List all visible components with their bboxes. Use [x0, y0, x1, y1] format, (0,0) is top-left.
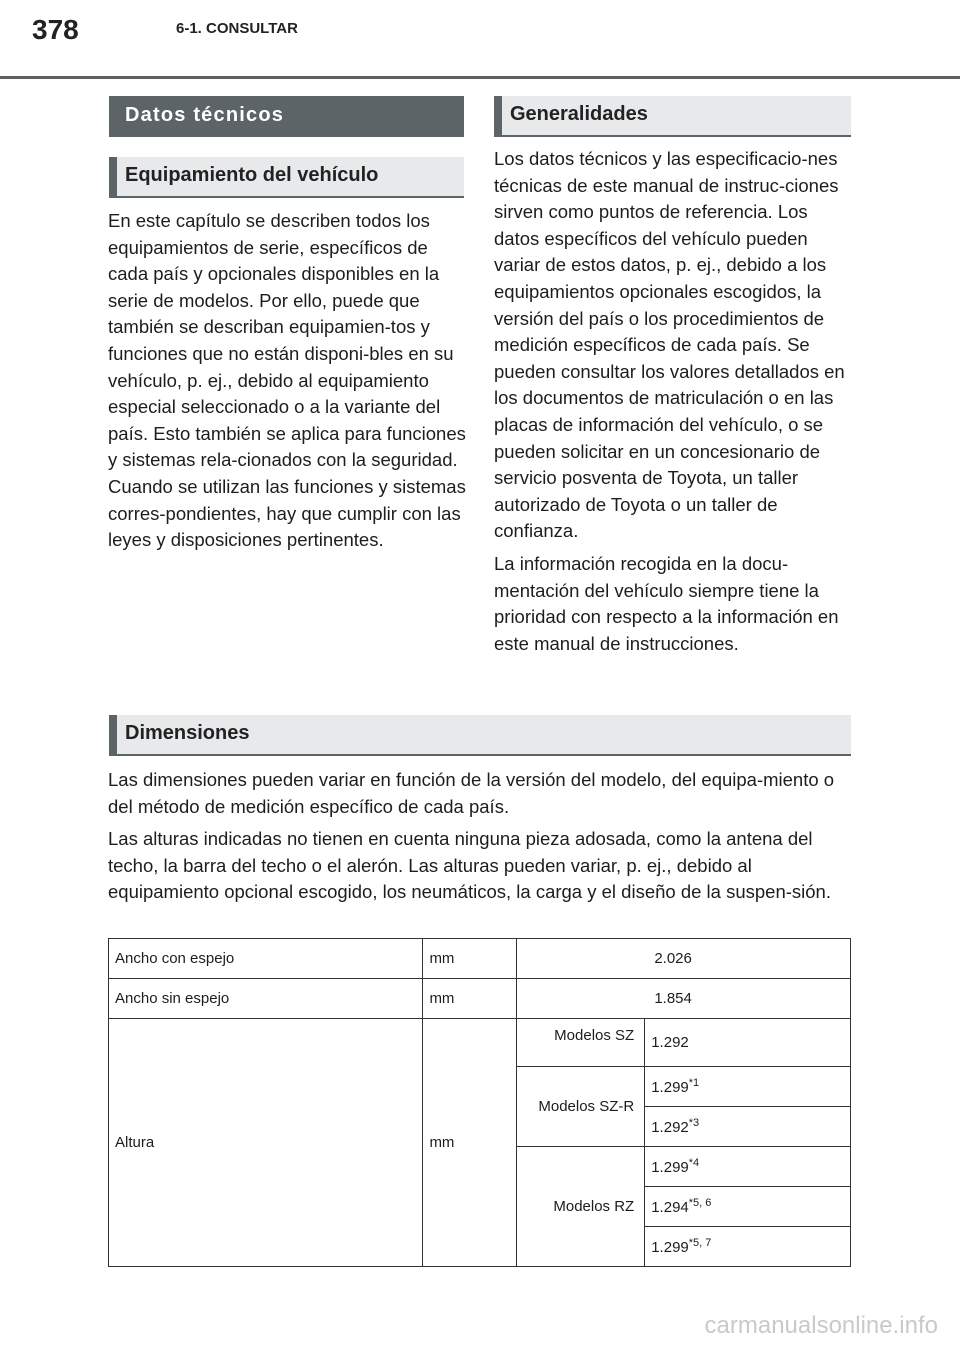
value-text: 1.299 [651, 1079, 689, 1096]
page-section-title: Datos técnicos [109, 96, 464, 137]
page-number: 378 [32, 14, 79, 45]
table-cell-value [645, 1067, 851, 1107]
table-cell-value [645, 1107, 851, 1147]
table-cell-model-sz: Modelos SZ [517, 1019, 645, 1067]
table-row [109, 939, 851, 979]
table-cell-label: Ancho sin espejo [109, 979, 423, 1019]
footnote-ref: *4 [688, 1157, 700, 1169]
table-cell-value: 2.026 [517, 939, 851, 979]
table-row [109, 979, 851, 1019]
value-text: 1.299 [651, 1159, 689, 1176]
table-cell-value [645, 1187, 851, 1227]
table-cell-value [645, 1147, 851, 1187]
dimensions-table [108, 938, 851, 1267]
value-text: 1.299 [651, 1239, 689, 1256]
chapter-title: 6-1. CONSULTAR [176, 20, 298, 37]
table-cell-unit: mm [423, 979, 517, 1019]
table-cell-model-szr: Modelos SZ-R [517, 1067, 645, 1147]
value-text: 1.294 [651, 1199, 689, 1216]
dimensiones-text [108, 767, 853, 912]
table-cell-model-rz: Modelos RZ [517, 1147, 645, 1267]
equipamiento-text [108, 208, 468, 554]
generalidades-paragraph-1: Los datos técnicos y las especificacio-nes técnicas de este manual de instruc-ciones sirven como puntos de referencia. Los datos específicos del vehículo pueden variar de estos datos, p. ej., debido a los equipamientos opcionales escogidos, la versión del país o los procedimientos de medición específicos de cada país. Se pueden consultar los valores detallados en los documentos de matriculación o en las placas de información del vehículo, o se pueden solicitar en un concesionario de servicio posventa de Toyota, un taller autorizado de Toyota o un taller de confianza. [494, 148, 845, 542]
generalidades-text [494, 146, 851, 657]
table-row [109, 1019, 851, 1067]
value-text: 1.292 [651, 1119, 689, 1136]
dimensiones-paragraph-2: Las alturas indicadas no tienen en cuenta ninguna pieza adosada, como la antena del techo, la barra del techo o el alerón. Las alturas pueden variar, p. ej., debido al equipamiento opcional escogido, los neumáticos, la carga y el diseño de la suspen-sión. [108, 828, 831, 903]
footnote-ref: *3 [688, 1117, 700, 1129]
section-heading-dimensiones: Dimensiones [109, 715, 851, 756]
generalidades-paragraph-2: La información recogida en la docu-mentación del vehículo siempre tiene la prioridad con respecto a la información en este manual de instrucciones. [494, 552, 839, 654]
table-cell-unit-altura: mm [423, 1019, 517, 1267]
table-cell-value: 1.292 [645, 1019, 851, 1067]
footnote-ref: *5, 7 [688, 1237, 712, 1249]
footnote-ref: *1 [688, 1077, 700, 1089]
footnote-ref: *5, 6 [688, 1197, 712, 1209]
section-heading-generalidades: Generalidades [494, 96, 851, 137]
table-cell-label-altura: Altura [109, 1019, 423, 1267]
section-heading-equipamiento: Equipamiento del vehículo [109, 157, 464, 198]
dimensiones-paragraph-1: Las dimensiones pueden variar en función de la versión del modelo, del equipa-miento o del método de medición específico de cada país. [108, 769, 835, 817]
table-cell-label: Ancho con espejo [109, 939, 423, 979]
equipamiento-paragraph: En este capítulo se describen todos los equipamientos de serie, específicos de cada país y opcionales disponibles en la serie de modelos. Por ello, puede que también se describan equipamien-tos y funciones que no están disponi-bles en su vehículo, p. ej., debido al equipamiento especial seleccionado o a la variante del país. Esto también se aplica para funciones y sistemas rela-cionados con la seguridad. Cuando se utilizan las funciones y sistemas corres-pondientes, hay que cumplir con las leyes y disposiciones pertinentes. [108, 210, 466, 551]
table-cell-value [645, 1227, 851, 1267]
watermark: carmanualsonline.info [704, 1312, 938, 1339]
table-cell-unit: mm [423, 939, 517, 979]
header-divider [0, 76, 960, 79]
table-cell-value: 1.854 [517, 979, 851, 1019]
